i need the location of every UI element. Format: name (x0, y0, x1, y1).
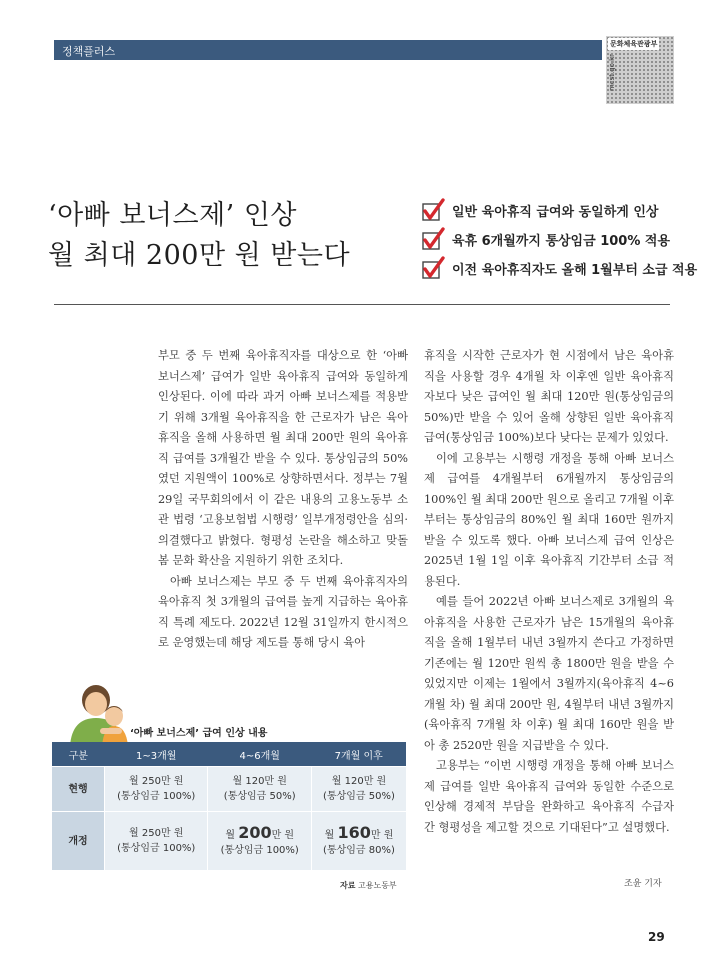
cell-rate: (통상임금 50%) (323, 791, 395, 802)
table-row (52, 812, 406, 871)
benefit-table (52, 742, 406, 870)
cell-rate: (통상임금 100%) (220, 844, 299, 856)
key-point-1 (420, 196, 697, 225)
table-cell (208, 767, 311, 812)
table-row (52, 767, 406, 812)
cell-rate: (통상임금 80%) (323, 844, 395, 856)
key-point-text: 육휴 6개월까지 통상임금 100% 적용 (452, 234, 671, 249)
row-label: 개정 (52, 812, 105, 871)
source-name: 고용노동부 (358, 881, 397, 890)
cell-amount: 월 250만 원 (129, 828, 184, 839)
title-divider (54, 304, 670, 305)
section-header-bar (54, 40, 602, 60)
table-header: 4~6개월 (208, 742, 311, 767)
table-cell (105, 767, 208, 812)
body-column-left (158, 346, 408, 654)
cell-rate: (통상임금 100%) (117, 843, 196, 854)
article-title (48, 196, 350, 276)
paragraph: 고용부는 “이번 시행령 개정을 통해 아빠 보너스제 급여를 일반 육아휴직 급여와 동일한 수준으로 인상해 경제적 부담을 완화하고 육아휴직 수급자 간 형평성을 제고할 것으로 기대된다”고 설명했다. (424, 759, 674, 834)
table-header-row (52, 742, 406, 767)
table-caption: ‘아빠 보너스제’ 급여 인상 내용 (130, 728, 268, 739)
cell-rate: (통상임금 100%) (117, 791, 196, 802)
checkmark-icon (420, 227, 446, 253)
title-line-2: 월 최대 200만 원 받는다 (48, 240, 351, 271)
checkmark-icon (420, 256, 446, 282)
table-header: 7개월 이후 (311, 742, 406, 767)
cell-amount: 월 250만 원 (129, 776, 184, 787)
row-label: 현행 (52, 767, 105, 812)
logo-name: 문화체육관광부 (610, 40, 658, 48)
byline: 조윤 기자 (624, 879, 662, 889)
cell-amount: 월 200만 원 (225, 822, 295, 842)
ministry-logo (606, 36, 674, 104)
key-point-text: 일반 육아휴직 급여와 동일하게 인상 (452, 205, 659, 220)
key-point-2 (420, 225, 697, 254)
key-points (420, 196, 697, 283)
page-number: 29 (648, 930, 665, 944)
checkmark-icon (420, 198, 446, 224)
title-line-1: ‘아빠 보너스제’ 인상 (48, 200, 297, 231)
key-point-3 (420, 254, 697, 283)
cell-amount: 월 160만 원 (324, 822, 394, 842)
table-header: 구분 (52, 742, 105, 767)
table-source (340, 880, 397, 891)
key-point-text: 이전 육아휴직자도 올해 1월부터 소급 적용 (452, 263, 698, 278)
paragraph: 이에 고용부는 시행령 개정을 통해 아빠 보너스제 급여를 4개월부터 6개월까지 통상임금의 100%인 월 최대 200만 원으로 올리고 7개월 이후부터는 통상임금의 80%인 월 최대 160만 원까지 받을 수 있도록 했다. 아빠 보너스제 급여 인상은 2025년 1월 1일 이후 육아휴직 기간부터 소급 적용된다. (424, 451, 674, 588)
paragraph: 부모 중 두 번째 육아휴직자를 대상으로 한 ‘아빠 보너스제’ 급여가 일반 육아휴직 급여와 동일하게 인상된다. 이에 따라 과거 아빠 보너스제를 적용받기 위해 3개월 육아휴직을 한 근로자가 남은 육아휴직을 올해 사용하면 월 최대 200만 원의 육아휴직 급여를 3개월간 받을 수 있다. 통상임금의 50%였던 지원액이 100%로 상향하면서다. 정부는 7월 29일 국무회의에서 이 같은 내용의 고용노동부 소관 법령 ‘고용보험법 시행령’ 일부개정령안을 심의·의결했다고 밝혔다. 형평성 논란을 해소하고 맞돌봄 문화 확산을 지원하기 위한 조치다. (158, 349, 408, 567)
section-label: 정책플러스 (62, 45, 116, 58)
table-cell-highlight (208, 812, 311, 871)
table-cell (311, 767, 406, 812)
table-cell-highlight (311, 812, 406, 871)
cell-amount: 월 120만 원 (232, 776, 287, 787)
table-cell (105, 812, 208, 871)
cell-rate: (통상임금 50%) (223, 791, 296, 802)
paragraph: 아빠 보너스제는 부모 중 두 번째 육아휴직자의 육아휴직 첫 3개월의 급여를 높게 지급하는 육아휴직 특례 제도다. 2022년 12월 31일까지 한시적으로 운영했는데 해당 제도를 통해 당시 육아 (158, 574, 408, 649)
table-header: 1~3개월 (105, 742, 208, 767)
logo-url: mcst.go.kr (608, 54, 616, 92)
cell-amount: 월 120만 원 (331, 776, 387, 787)
body-column-right (424, 346, 674, 838)
paragraph: 예를 들어 2022년 아빠 보너스제로 3개월의 육아휴직을 사용한 근로자가 남은 15개월의 육아휴직을 올해 1월부터 내년 3월까지 쓴다고 가정하면 기존에는 월 120만 원씩 총 1800만 원을 받을 수 있었지만 이제는 1월에서 3월까지(육아휴직 4~6개월 차) 월 최대 200만 원, 4월부터 내년 3월까지(육아휴직 7개월 차 이후) 월 최대 160만 원을 받아 총 2520만 원을 지급받을 수 있다. (424, 595, 674, 752)
source-label: 자료 (340, 881, 356, 890)
paragraph: 휴직을 시작한 근로자가 현 시점에서 남은 육아휴직을 사용할 경우 4개월 차 이후엔 일반 육아휴직자보다 낮은 급여인 월 최대 120만 원(통상임금의 50%)만 받을 수 있어 올해 상향된 일반 육아휴직 급여(통상임금 100%)보다 낮다는 문제가 있었다. (424, 349, 674, 444)
